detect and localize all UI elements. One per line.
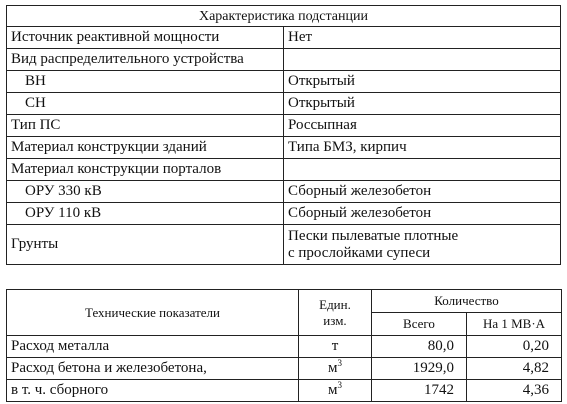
header-indicators: Технические показатели — [7, 290, 299, 336]
row-value: Нет — [284, 27, 561, 49]
row-label: Тип ПС — [7, 115, 284, 137]
technical-indicators-table — [6, 289, 562, 402]
row-value-line: с прослойками супеси — [288, 244, 431, 261]
table-row — [7, 159, 561, 181]
indicator-total: 80,0 — [372, 336, 467, 358]
indicator-name: Расход бетона и железобетона, — [7, 358, 299, 380]
substation-table-title: Характеристика подстанции — [7, 6, 561, 27]
unit-superscript: 3 — [337, 358, 342, 368]
indicator-per-mva: 4,82 — [467, 358, 562, 380]
header-unit-line: изм. — [323, 312, 347, 328]
row-label: СН — [7, 93, 284, 115]
row-value-line: Пески пылеватые плотные — [288, 227, 459, 244]
row-label: ОРУ 110 кВ — [7, 203, 284, 225]
row-label: Грунты — [7, 225, 284, 265]
table-row — [7, 181, 561, 203]
header-unit — [299, 290, 372, 336]
row-value — [284, 225, 561, 265]
table-row — [7, 380, 562, 402]
row-value: Типа БМЗ, кирпич — [284, 137, 561, 159]
header-unit-line: Един. — [319, 296, 351, 312]
row-value: Сборный железобетон — [284, 181, 561, 203]
table-row — [7, 27, 561, 49]
substation-characteristics-table — [6, 5, 561, 265]
table-row — [7, 336, 562, 358]
header-quantity: Количество — [372, 290, 562, 313]
row-label: Материал конструкции порталов — [7, 159, 284, 181]
header-total: Всего — [372, 313, 467, 336]
row-value: Сборный железобетон — [284, 203, 561, 225]
unit-text: т — [331, 338, 339, 354]
row-label: Материал конструкции зданий — [7, 137, 284, 159]
indicator-unit — [299, 358, 372, 380]
table-header-row — [7, 290, 562, 313]
unit-text: м — [328, 382, 338, 398]
table-row — [7, 49, 561, 71]
indicator-name: в т. ч. сборного — [7, 380, 299, 402]
row-value — [284, 49, 561, 71]
indicator-total: 1929,0 — [372, 358, 467, 380]
indicator-total: 1742 — [372, 380, 467, 402]
row-label: Вид распределительного устройства — [7, 49, 284, 71]
row-label: Источник реактивной мощности — [7, 27, 284, 49]
indicator-per-mva: 4,36 — [467, 380, 562, 402]
table-row — [7, 358, 562, 380]
indicator-unit — [299, 380, 372, 402]
header-per-mva: На 1 МВ·А — [467, 313, 562, 336]
table-row — [7, 93, 561, 115]
unit-text: м — [328, 360, 338, 376]
row-label: ВН — [7, 71, 284, 93]
table-row — [7, 115, 561, 137]
row-label: ОРУ 330 кВ — [7, 181, 284, 203]
table-row — [7, 71, 561, 93]
indicator-unit — [299, 336, 372, 358]
table-row — [7, 203, 561, 225]
unit-superscript: 3 — [337, 380, 342, 390]
row-value: Открытый — [284, 93, 561, 115]
table-row — [7, 225, 561, 265]
row-value: Открытый — [284, 71, 561, 93]
row-value: Россыпная — [284, 115, 561, 137]
indicator-name: Расход металла — [7, 336, 299, 358]
table-header-row — [7, 6, 561, 27]
table-row — [7, 137, 561, 159]
row-value — [284, 159, 561, 181]
indicator-per-mva: 0,20 — [467, 336, 562, 358]
